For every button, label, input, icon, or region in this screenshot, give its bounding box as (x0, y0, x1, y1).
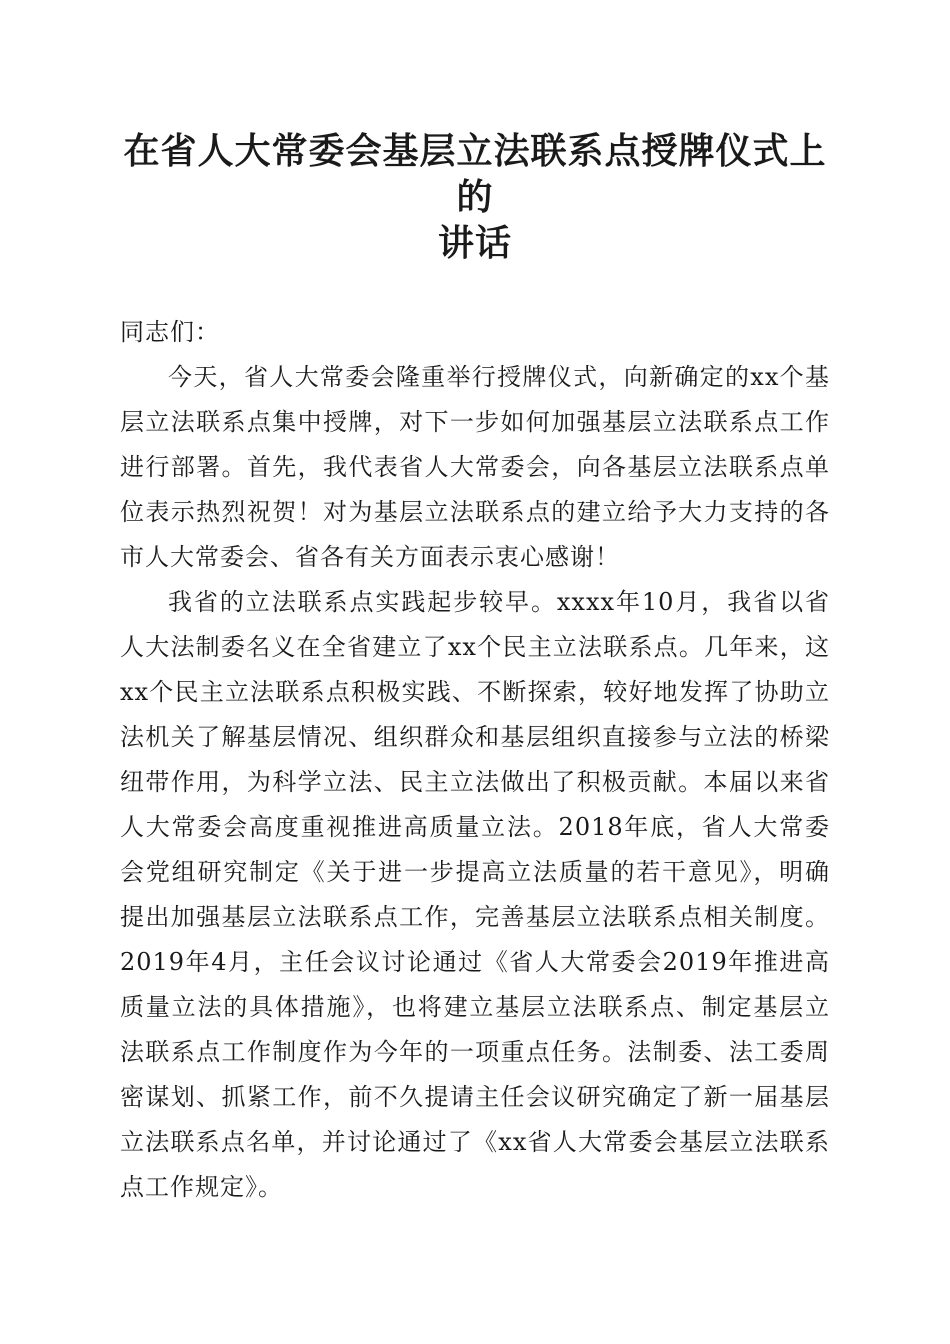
document-body (120, 310, 830, 1210)
document-title (120, 128, 830, 266)
paragraph-1: 今天，省人大常委会隆重举行授牌仪式，向新确定的xx个基层立法联系点集中授牌，对下一步如何加强基层立法联系点工作进行部署。首先，我代表省人大常委会，向各基层立法联系点单位表示热烈祝贺！对为基层立法联系点的建立给予大力支持的各市人大常委会、省各有关方面表示衷心感谢！ (120, 363, 830, 571)
salutation: 同志们： (120, 318, 220, 346)
title-line-2: 讲话 (437, 222, 512, 264)
paragraph-2: 我省的立法联系点实践起步较早。xxxx年10月，我省以省人大法制委名义在全省建立了xx个民主立法联系点。几年来，这xx个民主立法联系点积极实践、不断探索，较好地发挥了协助立法机关了解基层情况、组织群众和基层组织直接参与立法的桥梁纽带作用，为科学立法、民主立法做出了积极贡献。本届以来省人大常委会高度重视推进高质量立法。2018年底，省人大常委会党组研究制定《关于进一步提高立法质量的若干意见》，明确提出加强基层立法联系点工作，完善基层立法联系点相关制度。2019年4月，主任会议讨论通过《省人大常委会2019年推进高质量立法的具体措施》，也将建立基层立法联系点、制定基层立法联系点工作制度作为今年的一项重点任务。法制委、法工委周密谋划、抓紧工作，前不久提请主任会议研究确定了新一届基层立法联系点名单，并讨论通过了《xx省人大常委会基层立法联系点工作规定》。 (120, 588, 830, 1201)
title-line-1: 在省人大常委会基层立法联系点授牌仪式上的 (123, 130, 827, 218)
